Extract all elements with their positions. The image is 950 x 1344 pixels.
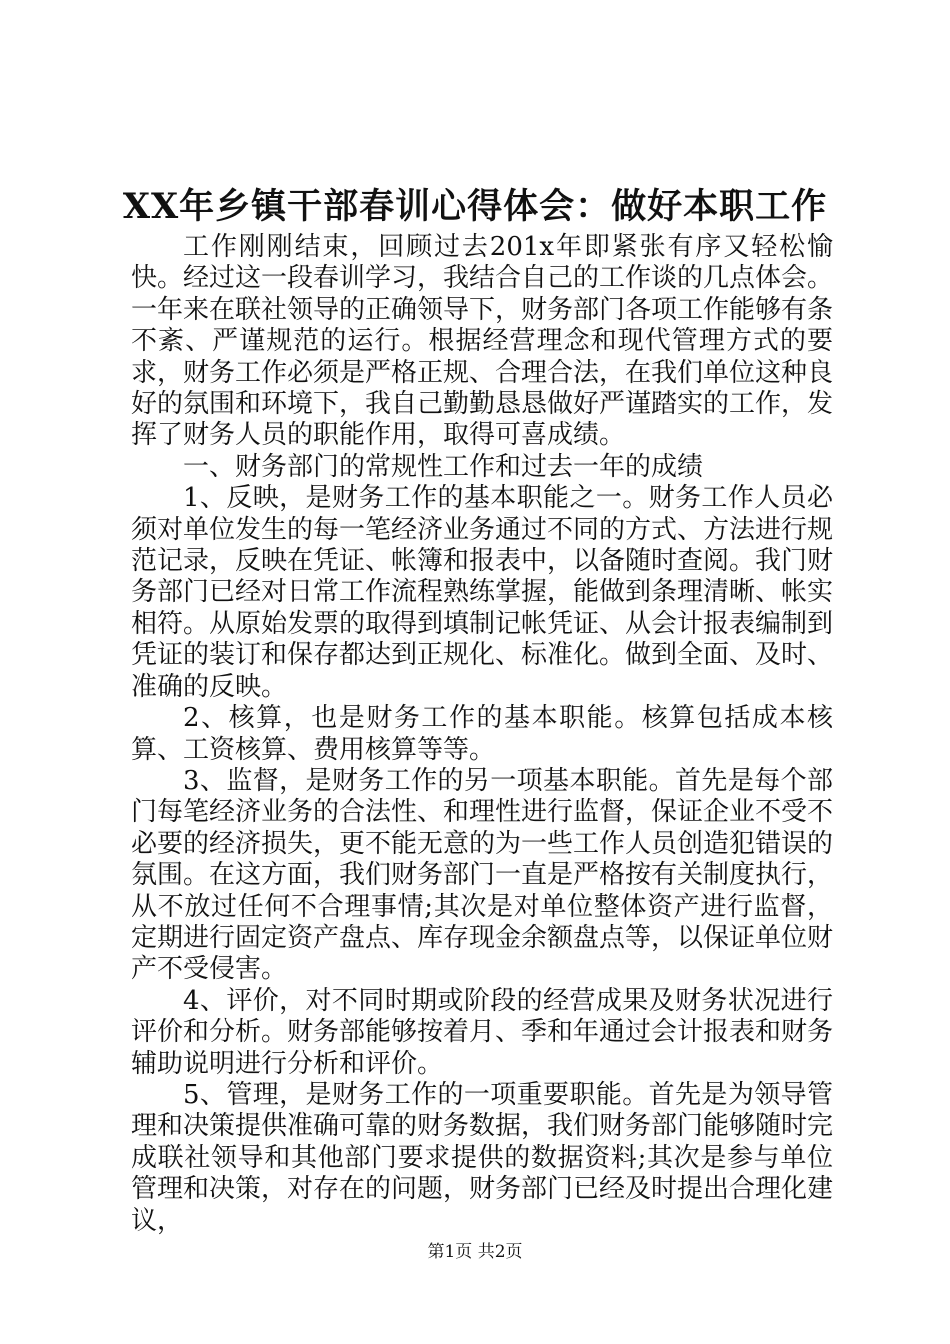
page-footer: 第1页 共2页 — [427, 1242, 523, 1262]
paragraph-item-2: 2、核算，也是财务工作的基本职能。核算包括成本核算、工资核算、费用核算等等。 — [131, 703, 833, 765]
document-body — [131, 232, 833, 1237]
section-heading: 一、财务部门的常规性工作和过去一年的成绩 — [183, 451, 704, 482]
paragraph-item-3: 3、监督，是财务工作的另一项基本职能。首先是每个部门每笔经济业务的合法性、和理性进行监督，保证企业不受不必要的经济损失，更不能无意的为一些工作人员创造犯错误的氛围。在这方面，我们财务部门一直是严格按有关制度执行，从不放过任何不合理事情;其次是对单位整体资产进行监督，定期进行固定资产盘点、库存现金余额盘点等，以保证单位财产不受侵害。 — [131, 765, 834, 985]
paragraph-intro: 工作刚刚结束，回顾过去201x年即紧张有序又轻松愉快。经过这一段春训学习，我结合自己的工作谈的几点体会。一年来在联社领导的正确领导下，财务部门各项工作能够有条不紊、严谨规范的运行。根据经营理念和现代管理方式的要求，财务工作必须是严格正规、合理合法，在我们单位这种良好的氛围和环境下，我自己勤勤恳恳做好严谨踏实的工作，发挥了财务人员的职能作用，取得可喜成绩。 — [131, 232, 834, 451]
paragraph-item-1: 1、反映，是财务工作的基本职能之一。财务工作人员必须对单位发生的每一笔经济业务通过不同的方式、方法进行规范记录，反映在凭证、帐簿和报表中，以备随时查阅。我门财务部门已经对日常工作流程熟练掌握，能做到条理清晰、帐实相符。从原始发票的取得到填制记帐凭证、从会计报表编制到凭证的装订和保存都达到正规化、标准化。做到全面、及时、准确的反映。 — [131, 483, 834, 702]
document-title: XX年乡镇干部春训心得体会：做好本职工作 — [122, 186, 828, 227]
paragraph-item-5: 5、管理，是财务工作的一项重要职能。首先是为领导管理和决策提供准确可靠的财务数据，我们财务部门能够随时完成联社领导和其他部门要求提供的数据资料;其次是参与单位管理和决策，对存在的问题，财务部门已经及时提出合理化建议， — [131, 1079, 834, 1236]
paragraph-item-4: 4、评价，对不同时期或阶段的经营成果及财务状况进行评价和分析。财务部能够按着月、季和年通过会计报表和财务辅助说明进行分析和评价。 — [131, 985, 834, 1079]
